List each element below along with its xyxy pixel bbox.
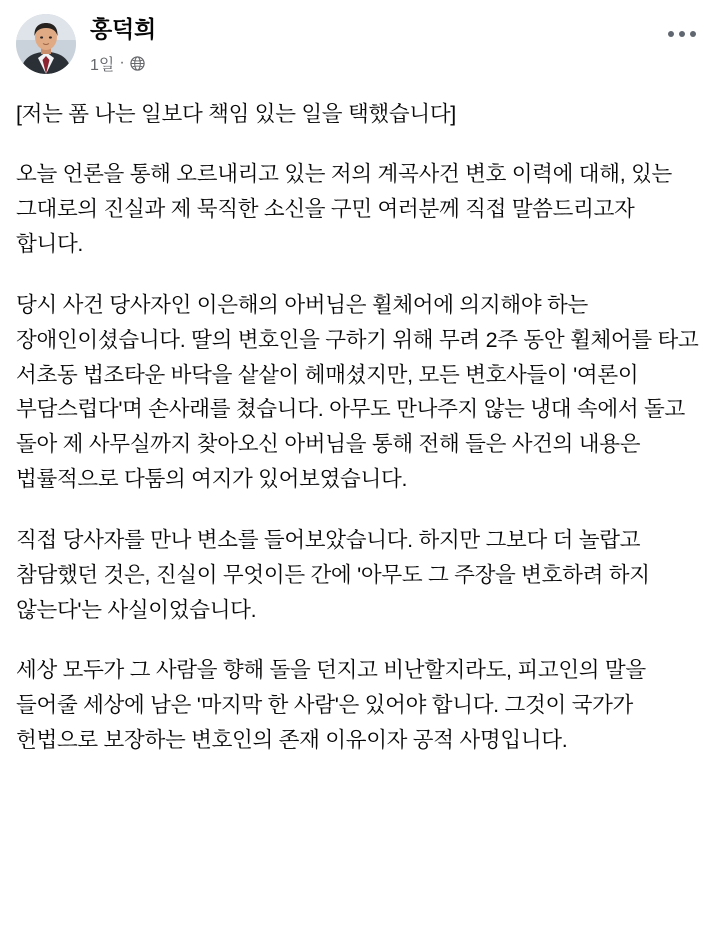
author-name[interactable]: 홍덕희 (90, 16, 157, 42)
post-paragraph: 직접 당사자를 만나 변소를 들어보았습니다. 하지만 그보다 더 놀랍고 참담했던 것은, 진실이 무엇이든 간에 '아무도 그 주장을 변호하려 하지 않는다'는 사실이었습니다. (16, 527, 656, 622)
post-paragraph: 당시 사건 당사자인 이은해의 아버님은 휠체어에 의지해야 하는 장애인이셨습니다. 딸의 변호인을 구하기 위해 무려 2주 동안 휠체어를 타고 서초동 법조타운 바닥을 샅샅이 헤매셨지만, 모든 변호사들이 '여론이 부담스럽다'며 손사래를 쳤습니다. 아무도 만나주지 않는 냉대 속에서 돌고 돌아 제 사무실까지 찾아오신 아버님을 통해 전해 들은 사건의 내용은 법률적으로 다툼의 여지가 있어보였습니다. (16, 292, 705, 492)
post-meta (90, 52, 660, 75)
globe-icon[interactable] (130, 56, 145, 71)
post-paragraph: 세상 모두가 그 사람을 향해 돌을 던지고 비난할지라도, 피고인의 말을 들어줄 세상에 남은 '마지막 한 사람'은 있어야 합니다. 그것이 국가가 헌법으로 보장하는 변호인의 존재 이유이자 공적 사명입니다. (16, 658, 652, 753)
post-header (0, 0, 720, 75)
meta-separator: · (119, 54, 125, 72)
dot (668, 31, 674, 37)
post-timestamp[interactable]: 1일 (90, 56, 115, 74)
more-options-icon (668, 31, 696, 37)
post-paragraph: 오늘 언론을 통해 오르내리고 있는 저의 계곡사건 변호 이력에 대해, 있는 그대로의 진실과 제 묵직한 소신을 구민 여러분께 직접 말씀드리고자 합니다. (16, 162, 678, 257)
post-header-text (90, 14, 660, 75)
dot (679, 31, 685, 37)
more-options-button[interactable] (660, 16, 704, 52)
dot (690, 31, 696, 37)
avatar-photo (16, 14, 76, 74)
post-paragraph: [저는 폼 나는 일보다 책임 있는 일을 택했습니다] (16, 101, 456, 126)
avatar[interactable] (16, 14, 76, 74)
post-body (0, 75, 720, 758)
